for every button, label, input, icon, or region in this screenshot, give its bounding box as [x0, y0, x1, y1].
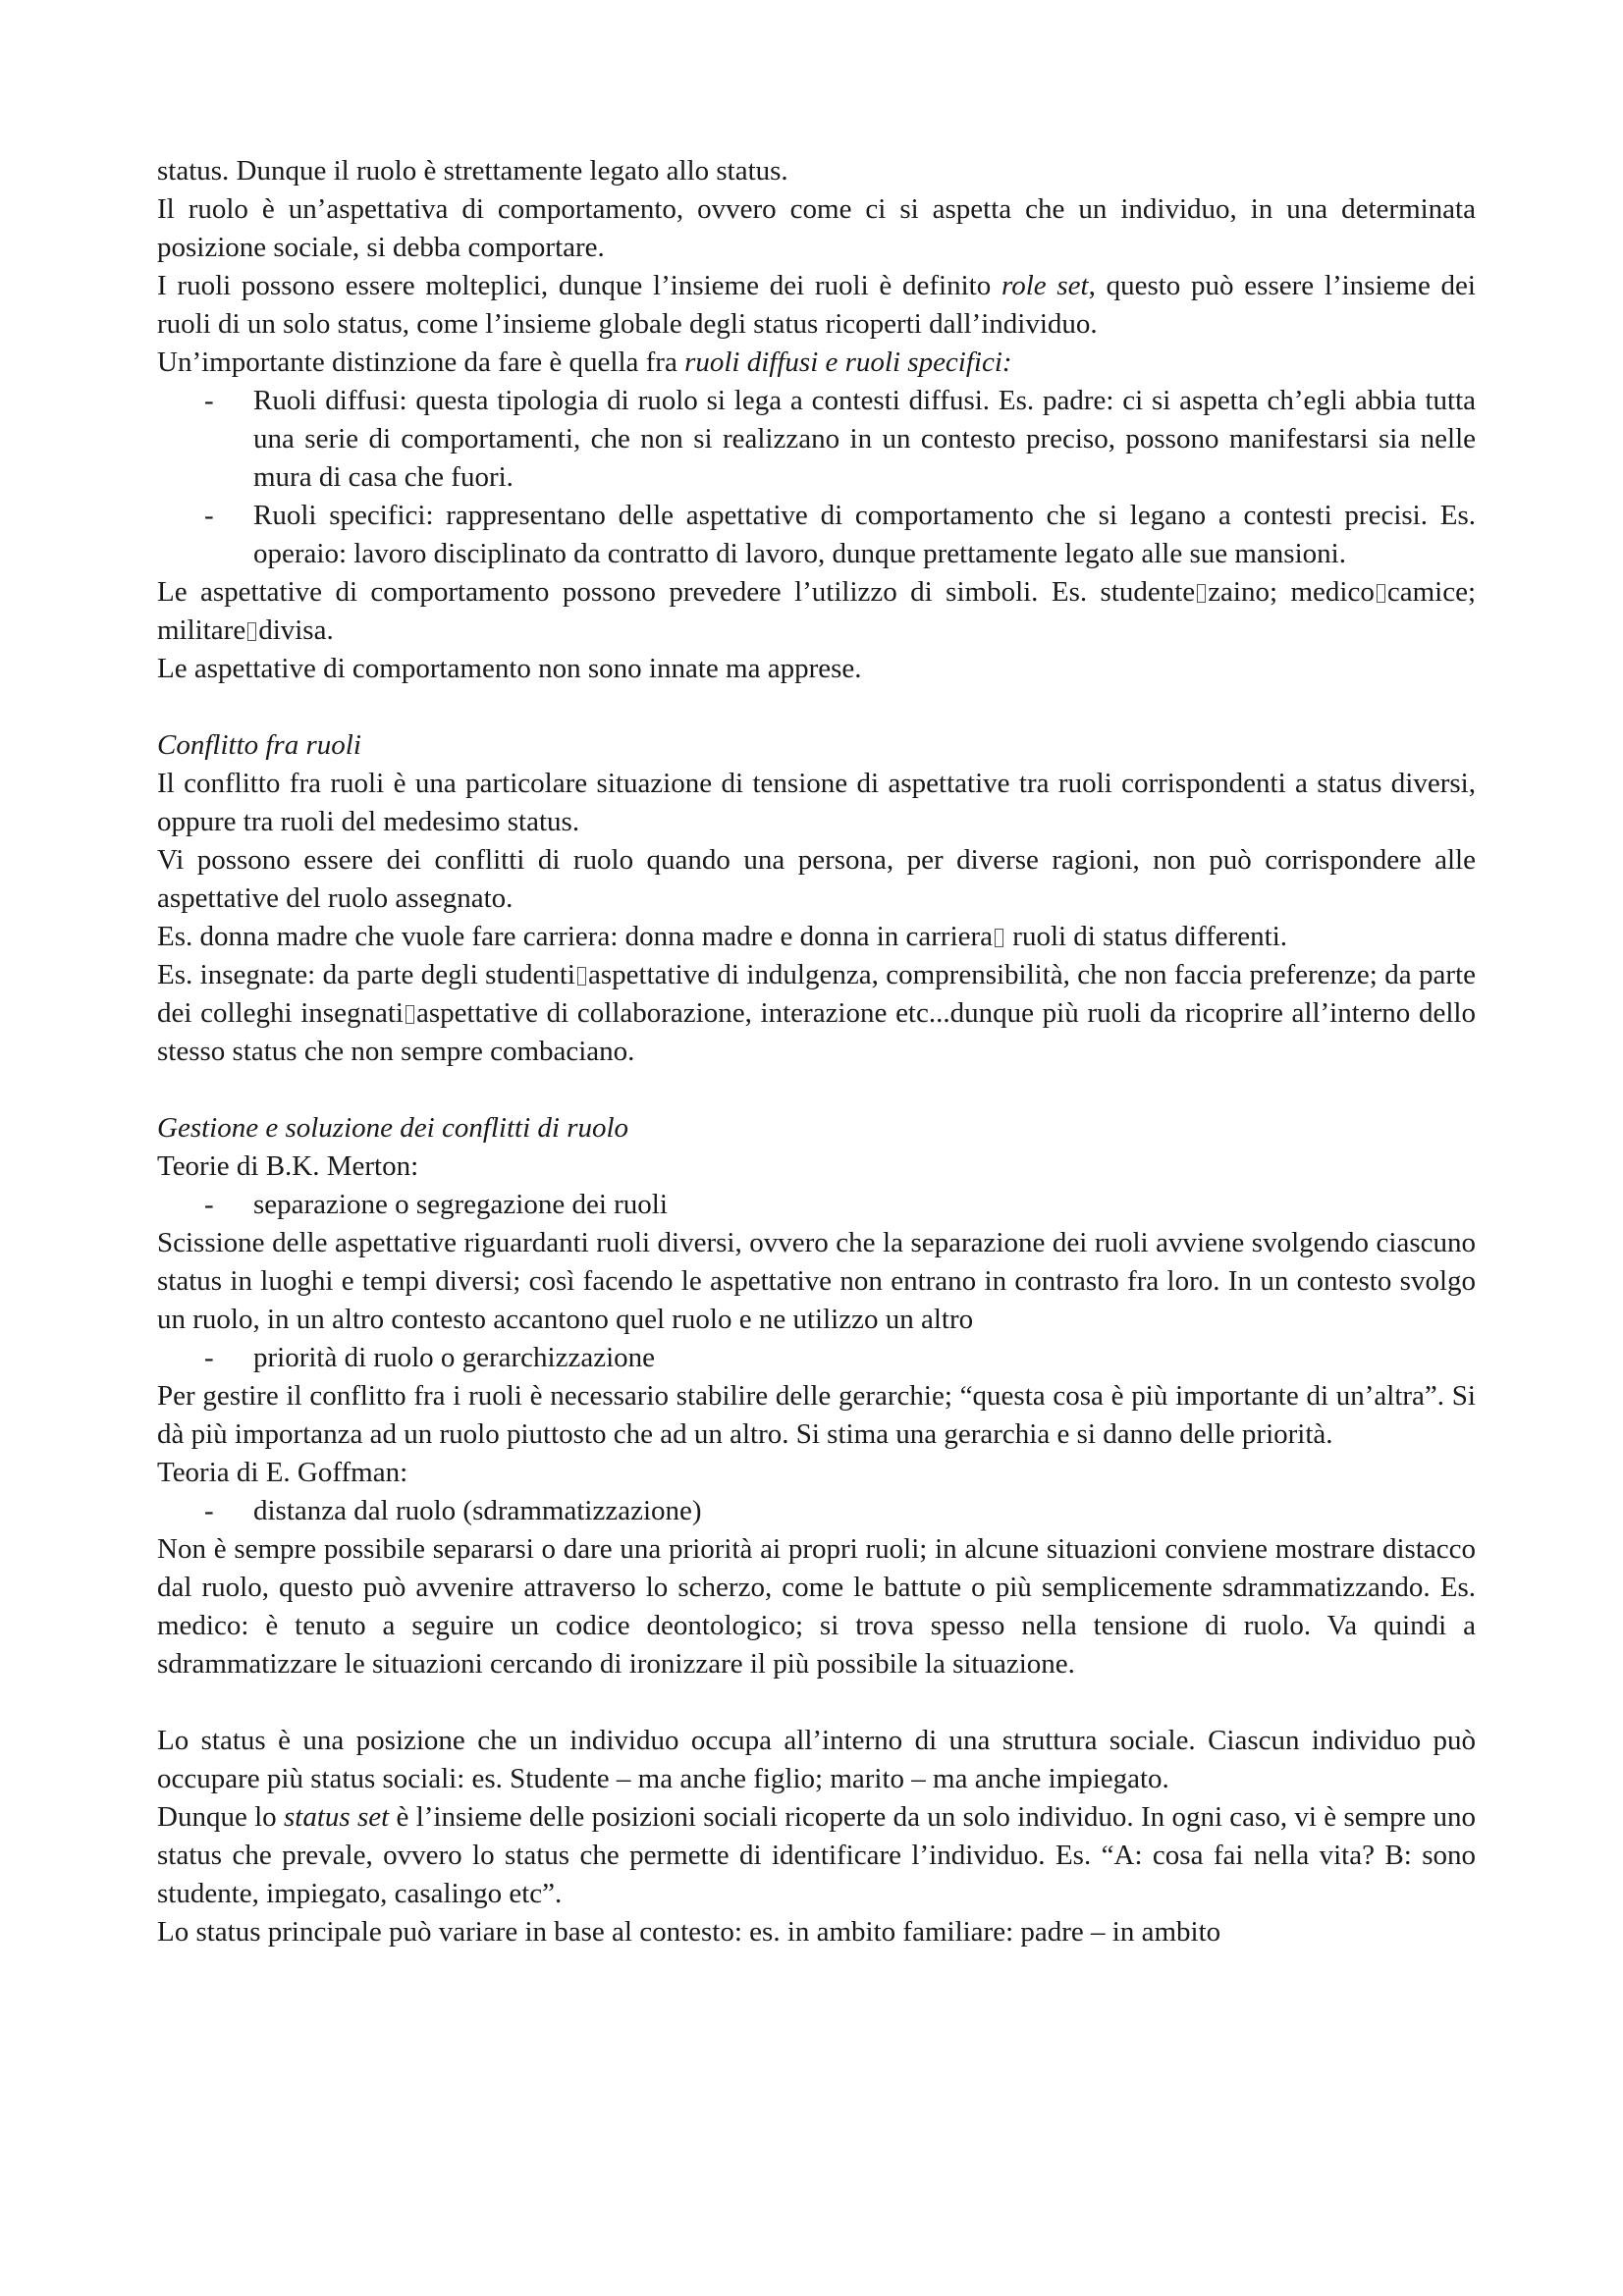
paragraph: Es. insegnate: da parte degli studenti aspettative di indulgenza, comprensibilità, che non faccia preferenze; da parte dei colleghi insegnati aspettative di collaborazione, interazione etc...dunque più ruoli da ricoprire all’interno dello stesso status che non sempre combaciano. [157, 959, 1476, 1067]
missing-glyph-icon [577, 967, 586, 986]
paragraph: Il ruolo è un’aspettativa di comportamento, ovvero come ci si aspetta che un individuo, in una determinata posizione sociale, si debba comportare. [157, 193, 1476, 263]
paragraph: Lo status è una posizione che un individuo occupa all’interno di una struttura sociale. Ciascun individuo può occupare più status sociali: es. Studente – ma anche figlio; marito – ma anche impiegato. [157, 1725, 1476, 1794]
missing-glyph-icon [1197, 584, 1206, 603]
paragraph: Un’importante distinzione da fare è quella fra ruoli diffusi e ruoli specifici: [157, 347, 1012, 378]
paragraph: Es. donna madre che vuole fare carriera: donna madre e donna in carriera ruoli di status differenti. [157, 921, 1288, 952]
term-status-set: status set [284, 1801, 390, 1833]
paragraph: I ruoli possono essere molteplici, dunque l’insieme dei ruoli è definito role set, questo può essere l’insieme dei ruoli di un solo status, come l’insieme globale degli status ricoperti dall’individuo. [157, 270, 1476, 340]
missing-glyph-icon [406, 1005, 414, 1024]
paragraph: Non è sempre possibile separarsi o dare una priorità ai propri ruoli; in alcune situazioni conviene mostrare distacco dal ruolo, questo può avvenire attraverso lo scherzo, come le battute o più semplicemente sdrammatizzando. Es. medico: è tenuto a seguire un codice deontologico; si trova spesso nella tensione di ruolo. Va quindi a sdrammatizzare le situazioni cercando di ironizzare il più possibile la situazione. [157, 1533, 1476, 1680]
list-item: - Ruoli diffusi: questa tipologia di ruolo si lega a contesti diffusi. Es. padre: ci si aspetta ch’egli abbia tutta una serie di comportamenti, che non si realizzano in un contesto preciso, possono manifestarsi sia nelle mura di casa che fuori. [204, 385, 1476, 493]
paragraph: Scissione delle aspettative riguardanti ruoli diversi, ovvero che la separazione dei ruoli avviene svolgendo ciascuno status in luoghi e tempi diversi; così facendo le aspettative non entrano in contrasto fra loro. In un contesto svolgo un ruolo, in un altro contesto accantono quel ruolo e ne utilizzo un altro [157, 1227, 1476, 1335]
list-item: - distanza dal ruolo (sdrammatizzazione) [204, 1495, 702, 1526]
paragraph: Teorie di B.K. Merton: [157, 1150, 419, 1182]
section-heading: Conflitto fra ruoli [157, 729, 361, 761]
missing-glyph-icon [995, 929, 1003, 947]
list-item: - priorità di ruolo o gerarchizzazione [204, 1342, 656, 1373]
term-ruoli: ruoli diffusi e ruoli specifici: [684, 347, 1012, 378]
paragraph: Teoria di E. Goffman: [157, 1457, 408, 1488]
paragraph: Le aspettative di comportamento non sono innate ma apprese. [157, 653, 862, 684]
section-heading: Gestione e soluzione dei conflitti di ruolo [157, 1112, 629, 1144]
paragraph: Le aspettative di comportamento possono prevedere l’utilizzo di simboli. Es. studente zaino; medico camice; militare divisa. [157, 576, 1477, 646]
list-item: - Ruoli specifici: rappresentano delle aspettative di comportamento che si legano a contesti precisi. Es. operaio: lavoro disciplinato da contratto di lavoro, dunque prettamente legato alle sue mansioni. [204, 500, 1476, 569]
document-page [157, 152, 1476, 1951]
paragraph: Vi possono essere dei conflitti di ruolo quando una persona, per diverse ragioni, non può corrispondere alle aspettative del ruolo assegnato. [157, 844, 1476, 914]
missing-glyph-icon [247, 622, 256, 641]
paragraph: status. Dunque il ruolo è strettamente legato allo status. [157, 155, 788, 187]
paragraph: Il conflitto fra ruoli è una particolare situazione di tensione di aspettative tra ruoli corrispondenti a status diversi, oppure tra ruoli del medesimo status. [157, 768, 1476, 837]
paragraph: Dunque lo status set è l’insieme delle posizioni sociali ricoperte da un solo individuo. In ogni caso, vi è sempre uno status che prevale, ovvero lo status che permette di identificare l’individuo. Es. “A: cosa fai nella vita? B: sono studente, impiegato, casalingo etc”. [157, 1801, 1476, 1909]
missing-glyph-icon [1377, 584, 1385, 603]
list-item: - separazione o segregazione dei ruoli [204, 1189, 668, 1220]
paragraph: Per gestire il conflitto fra i ruoli è necessario stabilire delle gerarchie; “questa cosa è più importante di un’altra”. Si dà più importanza ad un ruolo piuttosto che ad un altro. Si stima una gerarchia e si danno delle priorità. [157, 1380, 1476, 1450]
term-role-set: role set [1001, 270, 1089, 301]
paragraph: Lo status principale può variare in base al contesto: es. in ambito familiare: padre – in ambito [157, 1916, 1221, 1948]
